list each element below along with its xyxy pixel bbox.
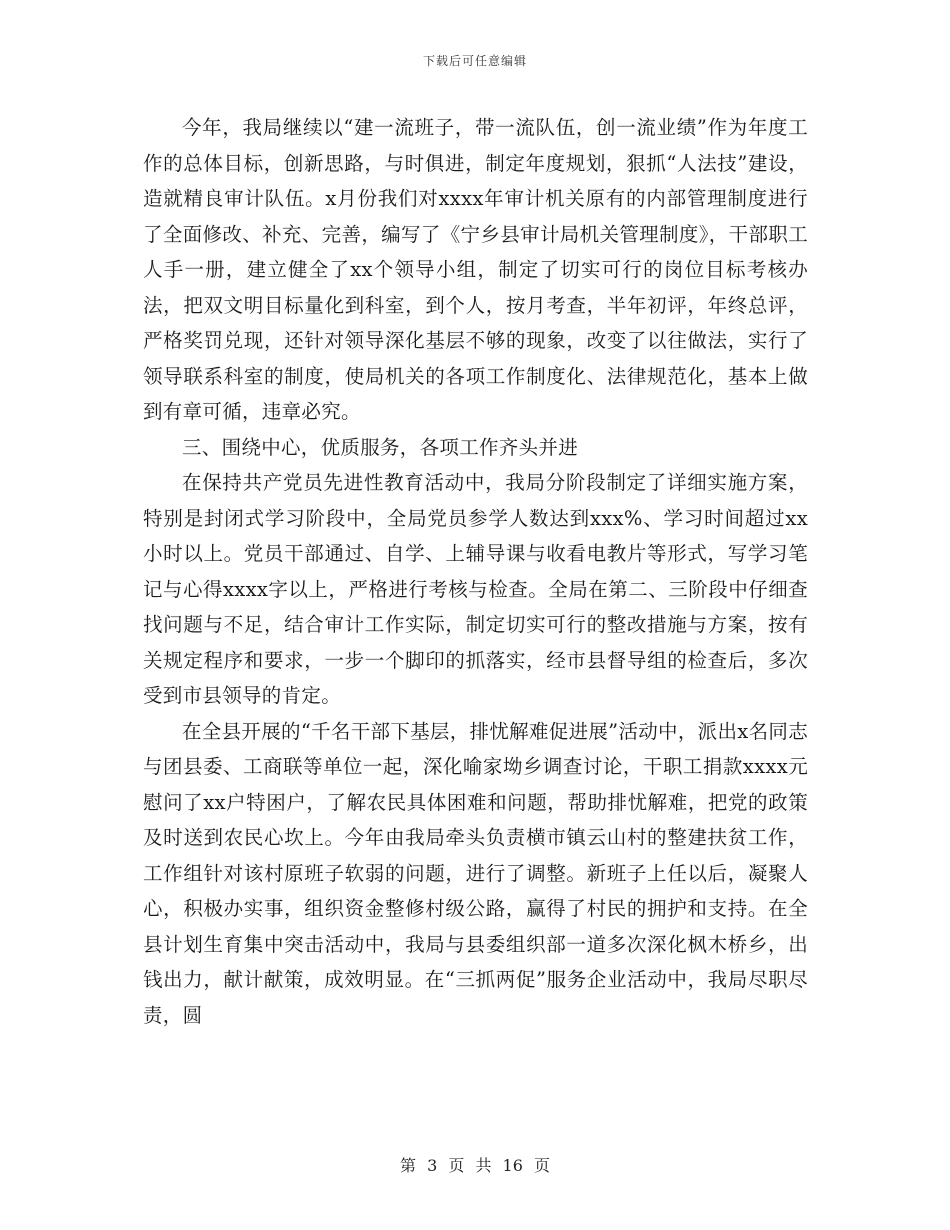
page-header-note: 下载后可任意编辑 — [422, 54, 527, 68]
paragraph-grassroots-activities: 在全县开展的“千名干部下基层，排忧解难促进展”活动中，派出x名同志与团县委、工商联等单位一起，深化喻家坳乡调查讨论，干职工捐款xxxx元慰问了xx户特困户，了解农民具体困难和问题，帮助排忧解难，把党的政策及时送到农民心坎上。今年由我局牵头负责横市镇云山村的整建扶贫工作，工作组针对该村原班子软弱的问题，进行了调整。新班子上任以后，凝聚人心，积极办实事，组织资金整修村级公路，赢得了村民的拥护和支持。在全县计划生育集中突击活动中，我局与县委组织部一道多次深化枫木桥乡，出钱出力，献计献策，成效明显。在“三抓两促”服务企业活动中，我局尽职尽责，圆 — [143, 719, 808, 1027]
section-heading-three: 三、围绕中心，优质服务，各项工作齐头并进 — [182, 435, 579, 459]
page-number-footer: 第 3 页 共 16 页 — [400, 1156, 550, 1175]
paragraph-management-system: 今年，我局继续以“建一流班子，带一流队伍，创一流业绩”作为年度工作的总体目标，创新思路，与时俱进，制定年度规划，狠抓“人法技”建设，造就精良审计队伍。x月份我们对xxxx年审计机关原有的内部管理制度进行了全面修改、补充、完善，编写了《宁乡县审计局机关管理制度》，干部职工人手一册，建立健全了xx个领导小组，制定了切实可行的岗位目标考核办法，把双文明目标量化到科室，到个人，按月考查，半年初评，年终总评，严格奖罚兑现，还针对领导深化基层不够的现象，改变了以往做法，实行了领导联系科室的制度，使局机关的各项工作制度化、法律规范化，基本上做到有章可循，违章必究。 — [143, 116, 808, 423]
paragraph-party-education: 在保持共产党员先进性教育活动中，我局分阶段制定了详细实施方案，特别是封闭式学习阶段中，全局党员参学人数达到xxx%、学习时间超过xx小时以上。党员干部通过、自学、上辅导课与收看电教片等形式，写学习笔记与心得xxxx字以上，严格进行考核与检查。全局在第二、三阶段中仔细查找问题与不足，结合审计工作实际，制定切实可行的整改措施与方案，按有关规定程序和要求，一步一个脚印的抓落实，经市县督导组的检查后，多次受到市县领导的肯定。 — [143, 471, 808, 707]
document-body — [143, 110, 808, 1033]
